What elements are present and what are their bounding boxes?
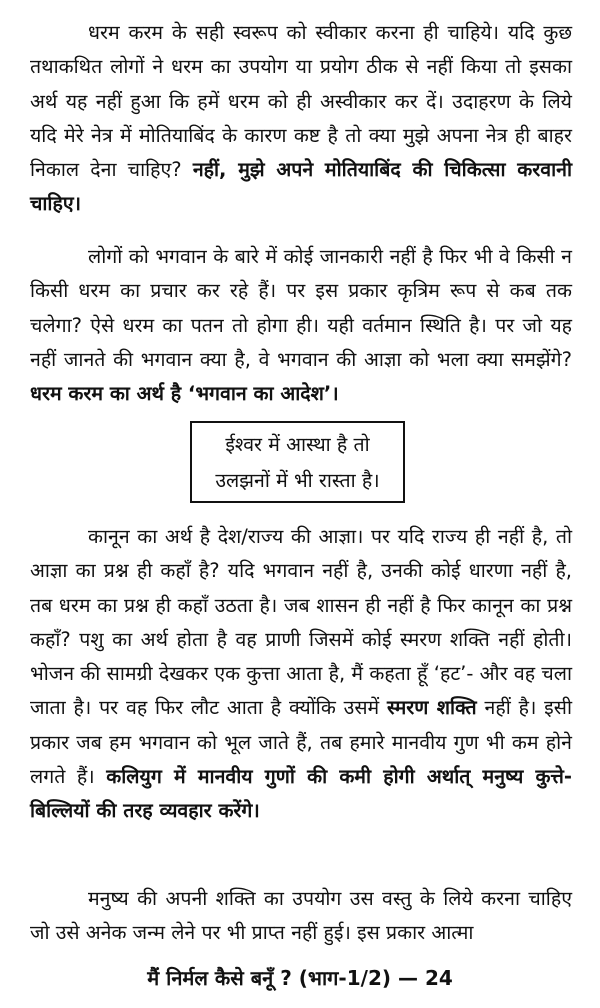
paragraph-3-text-before: कानून का अर्थ है देश/राज्य की आज्ञा। पर यदि राज्य ही नहीं है, तो आज्ञा का प्रश्न ही कहाँ है? यदि भगवान नहीं है, उनकी कोई धारणा नहीं है, तब धरम का प्रश्न ही कहाँ उठता है। जब शासन ही नहीं है फिर कानून का प्रश्न कहाँ? पशु का अर्थ होता है वह प्राणी जिसमें कोई स्मरण शक्ति नहीं होती। भोजन की सामग्री देखकर एक कुत्ता आता है, मैं कहता हूँ ‘हट’- और वह चला जाता है। पर वह फिर लौट आता है क्योंकि उसमें — [30, 525, 572, 720]
paragraph-2-text: लोगों को भगवान के बारे में कोई जानकारी नहीं है फिर भी वे किसी न किसी धरम का प्रचार कर रहे हैं। पर इस प्रकार कृत्रिम रूप से कब तक चलेगा? ऐसे धरम का पतन तो होगा ही। यही वर्तमान स्थिति है। पर जो यह नहीं जानते की भगवान क्या है, वे भगवान की आज्ञा को भला क्या समझेंगे? — [30, 245, 572, 371]
quote-line-2: उलझनों में भी रास्ता है। — [215, 469, 380, 492]
paragraph-3-bold-inline: स्मरण शक्ति — [387, 696, 477, 720]
paragraph-1 — [30, 16, 572, 222]
paragraph-1-text: धरम करम के सही स्वरूप को स्वीकार करना ही चाहिये। यदि कुछ तथाकथित लोगों ने धरम का उपयोग या प्रयोग ठीक से नहीं किया तो इसका अर्थ यह नहीं हुआ कि हमें धरम को ही अस्वीकार कर दें। उदाहरण के लिये यदि मेरे नेत्र में मोतियाबिंद के कारण कष्ट है तो क्या मुझे अपना नेत्र ही बाहर निकाल देना चाहिए? — [30, 21, 572, 182]
paragraph-3-text-after: नहीं है। इसी प्रकार जब हम भगवान को भूल जाते हैं, तब हमारे मानवीय गुण भी कम होने लगते हैं। — [30, 696, 572, 789]
paragraph-3-bold: कलियुग में मानवीय गुणों की कमी होगी अर्थात् मनुष्य कुत्ते-बिल्लियों की तरह व्यवहार करेंगे। — [30, 765, 573, 823]
paragraph-2-bold: धरम करम का अर्थ है ‘भगवान का आदेश’। — [30, 382, 339, 406]
paragraph-3 — [30, 520, 572, 829]
paragraph-1-bold: नहीं, मुझे अपने मोतियाबिंद की चिकित्सा करवानी चाहिए। — [30, 158, 572, 216]
page-footer: मैं निर्मल कैसे बनूँ ? (भाग-1/2) — 24 — [147, 966, 453, 990]
paragraph-4-text: मनुष्य की अपनी शक्ति का उपयोग उस वस्तु के लिये करना चाहिए जो उसे अनेक जन्म लेने पर भी प्राप्त नहीं हुई। इस प्रकार आत्मा — [30, 887, 572, 945]
quote-line-1: ईश्वर में आस्था है तो — [225, 433, 370, 456]
paragraph-2 — [30, 240, 572, 411]
paragraph-4 — [30, 882, 572, 951]
quote-box — [190, 421, 405, 503]
